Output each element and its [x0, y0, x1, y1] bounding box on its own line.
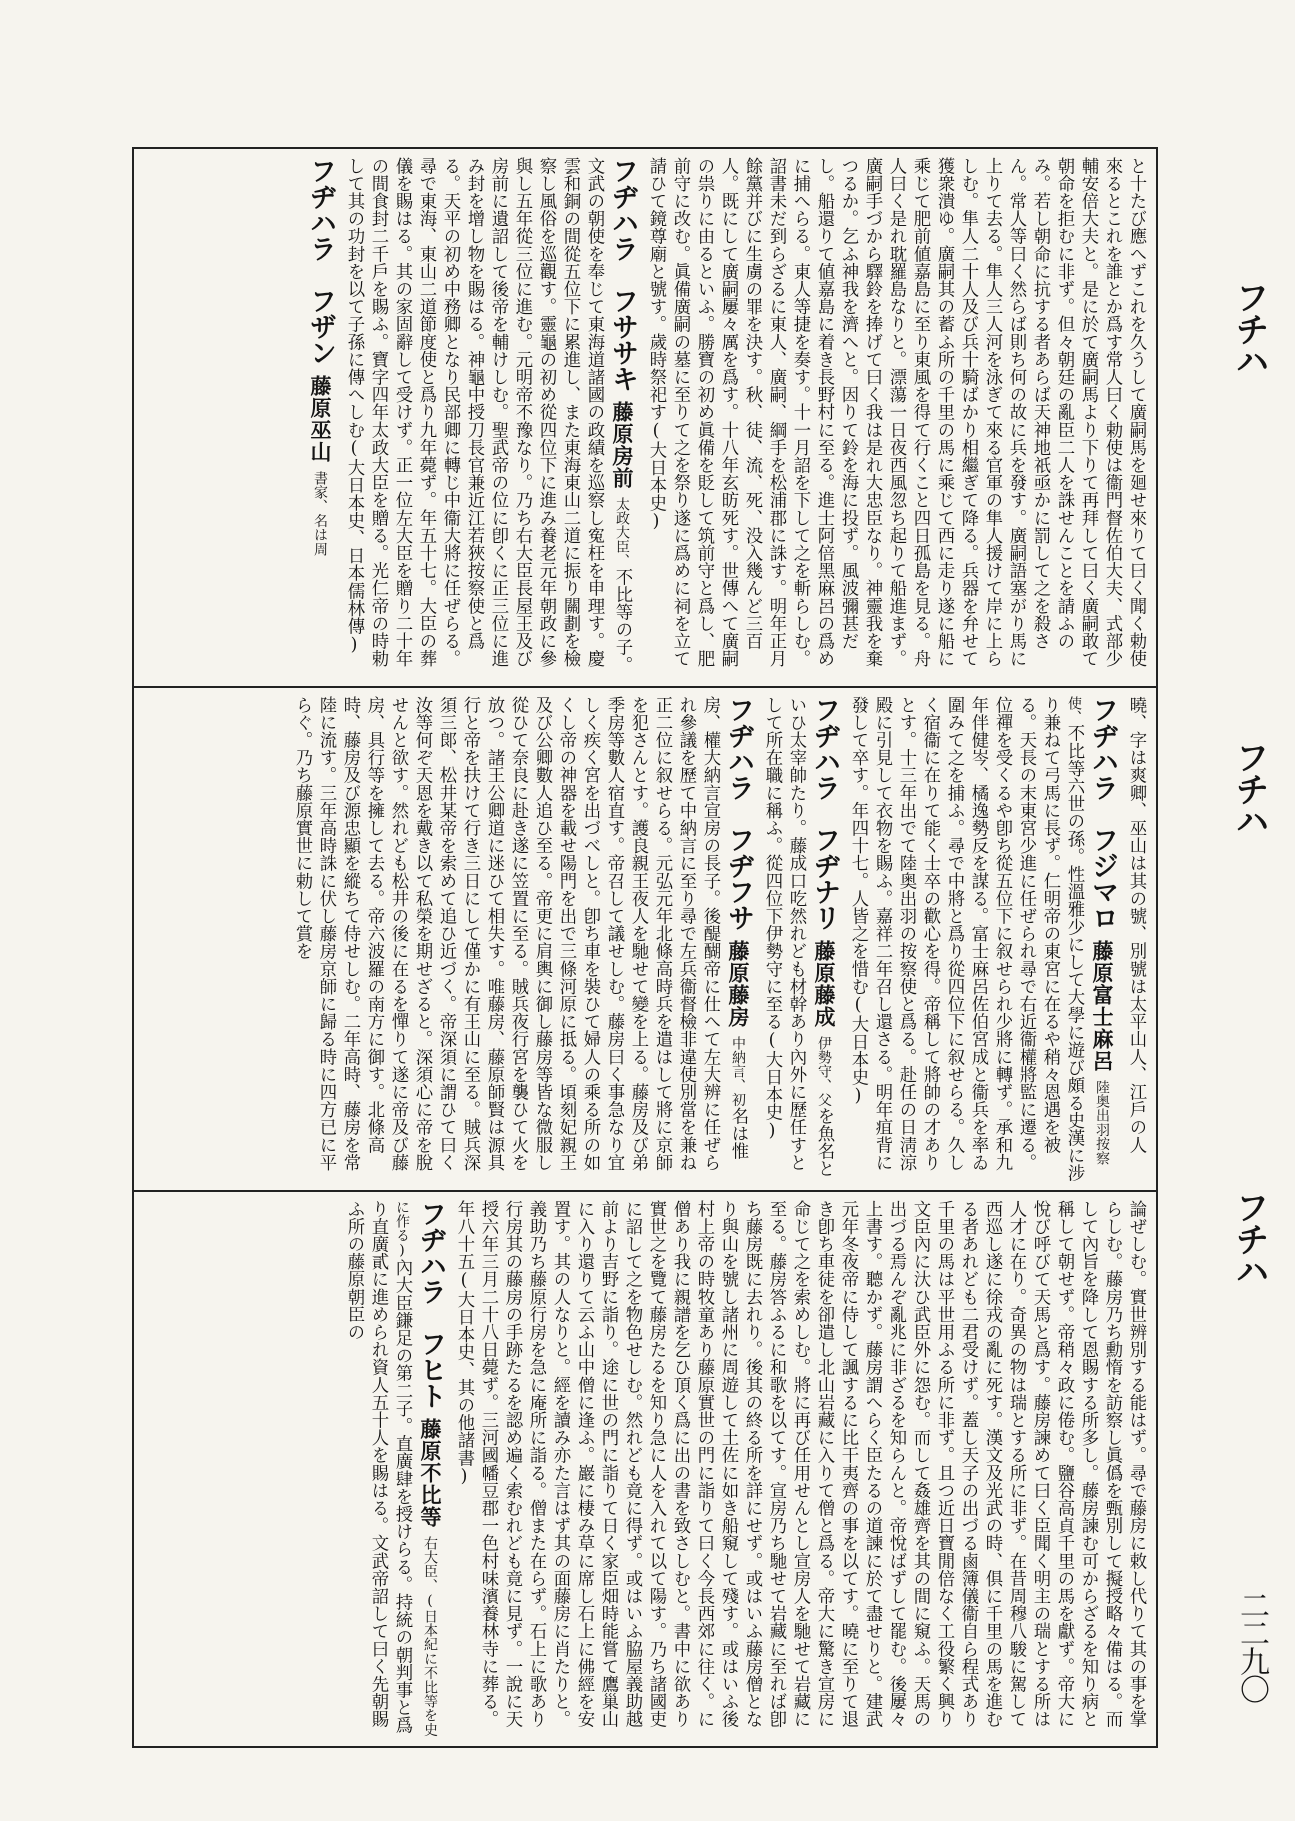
entry-fusasaki [342, 157, 638, 677]
entry-body: 名は惟房、權大納言宣房の長子。後醍醐帝に仕へて左大辨に任ぜられ參議を歷て中納言に至り尋で左兵衞督檢非違使別當を兼ね正二位に叙せらる。元弘元年北條高時兵を遣はして將に京師を犯さんとす。護良親王夜人を馳せて變を上る。藤房及び弟季房等數人宿直す。帝召して議せしむ。藤房曰く事急なり宜しく疾く宮を出づべしと。卽ち車を裝ひて婦人の乘る所の如くし帝の神器を載せ陽門を出で三條河原に抵る。頃刻妃親王及び公卿數人追ひ至る。帝更に肩輿に御し藤房等皆な微服し從ひて奈良に赴き遂に笠置に至る。賊兵夜行宮を襲ひて火を放つ。諸王公卿道に迷ひて相失す。唯藤房、藤原師賢は源具行と帝を扶けて行き三日にして僅かに有王山に至る。賊兵深須三郞、松井某帝を索めて追ひ近づく。帝深須に謂ひて曰く汝等何ぞ天恩を戴き以て私榮を期せざると。深須心に帝を脫せんと欲す。然れども松井の後に在るを憚りて遂に帝及び藤房、具行等を擁して去る。帝六波羅の南方に御す。北條高時、藤房及び源忠顯を縱ちて侍せしむ。二年高時、藤房を常陸に流す。三年高時誅に伏し藤房京師に歸る時に四方已に平らぐ。乃ち藤原實世に勅して賞を [292, 696, 748, 1172]
page-number: 二二九〇 [1234, 1590, 1269, 1702]
entry-heading: フヂハラ フヒト [415, 1200, 446, 1408]
entry-note: 右大臣、(日本紀に不比等を史に作る) [394, 1200, 438, 1737]
entry-heading: フヂハラ フザン [305, 157, 336, 365]
entry-continuation [452, 1200, 1148, 1740]
entry-body: 不比等の子。文武の朝使を奉じて東海道諸國の政績を巡察し寃枉を申理す。慶雲和銅の間從五位下に累進し、また東海東山二道に振り關劃を檢察し風俗を巡觀す。靈龜の初め從四位下に進み養老元年朝政に參與し五年從三位に進む。元明帝不豫なり。乃ち右大臣長屋王及び房前に遺詔して後帝を輔けしむ。聖武帝の位に卽くに正三位に進み封を增し物を賜はる。神龜中授刀長官兼近江若狹按察使と爲る。天平の初め中務卿となり民部卿に轉じ中衞大將に任ぜらる。尋で東海、東山二道節度使と爲り九年薨ず。年五十七。大臣の葬儀を賜はる。其の家固辭して受けず。正一位左大臣を贈り二十年の間食封二千戶を賜ふ。寶字四年太政大臣を贈る。光仁帝の時勅して其の功封を以て子孫に傳へしむ(大日本史、日本儒林傳) [344, 157, 632, 674]
entry-continuation [1124, 696, 1148, 1182]
text-block-top [140, 153, 1150, 681]
entry-name: 藤原藤房 [726, 940, 751, 1028]
entry-heading: フヂハラ フササキ [607, 157, 638, 391]
text-block-middle [140, 692, 1150, 1186]
entry-name: 藤原藤成 [812, 940, 837, 1028]
entry-body: 內大臣鎌足の第二子。直廣肆を授けらる。持統の朝判事と爲り直廣貳に進められ資人五十人を賜はる。文武帝詔して曰く先朝賜ふ所の藤原朝臣の [344, 1200, 412, 1735]
running-head: フチハ [1229, 1190, 1269, 1286]
page-frame [132, 147, 1158, 1748]
entry-fuhito [342, 1200, 446, 1740]
running-head: フチハ [1229, 280, 1269, 376]
entry-fuzan [304, 157, 336, 677]
entry-body: と十たび應へずこれを久うして廣嗣馬を廻せ來りて曰く聞く勅使來るとこれを誰とか爲す常人曰く勅使は衞門督佐伯大夫、式部少輔安倍大夫と。是に於て廣嗣馬より下りて再拜して曰く廣嗣敢て朝命を拒むに非ず。但々朝廷の亂臣二人を誅せんことを請ふのみ。若し朝命に抗する者あらば天神地祇亟かに罰して之を殺さん。常人等曰く然らば則ち何の故に兵を發す。廣嗣語塞がり馬に上りて去る。隼人三人河を泳ぎて來る官軍の隼人援けて岸に上らしむ。隼人二十人及び兵十騎ばかり相繼ぎて降る。兵器を弁せて獲衆潰ゆ。廣嗣其の蓄ふ所の千里の馬に乘じて西に走り遂に船に乘じて肥前値嘉島に至り東風を得て行くこと四日孤島を見る。舟人曰く是れ耽羅島なりと。漂蕩一日夜西風忽ち起りて船進まず。廣嗣手づから驛鈴を捧げて曰く我は是れ大忠臣なり。神靈我を棄つるか。乞ふ神我を濟へと。因りて鈴を海に投ず。風波彌甚だし。船還りて値嘉島に着き長野村に至る。進士阿倍黑麻呂の爲めに捕へらる。東人等捷を奏す。十一月詔を下して之を斬らしむ。詔書未だ到らざるに東人、廣嗣、綱手を松浦郡に誅す。明年正月餘黨并びに生虜の罪を決す。秋、徒、流、死、没入幾んど三百人。既にして廣嗣屢々厲を爲す。十八年玄昉死す。世傳へて廣嗣の祟りに由るといふ。勝寶の初め眞備を貶して筑前守と爲し、肥前守に改む。眞備廣嗣の墓に至りて之を祭り遂に爲めに祠を立て請ひて鏡尊廟と號す。歲時祭祀す(大日本史) [646, 157, 1146, 668]
entry-note: 書家、名は周 [312, 471, 328, 557]
entry-body: 不比等六世の孫。性溫雅少にして大學に遊び頗る史漢に涉り兼ねて弓馬に長ず。仁明帝の東宮に在るや稍々恩遇を被る。天長の末東宮少進に任ぜられ尋で右近衞權將監に遷る。位禪を受くるや卽ち從五位下に叙せられ少將に轉ず。承和九年伴健岑、橘逸勢反を謀る。富士麻呂佐伯宮成と衞兵を率ゐ圍みて之を捕ふ。尋で中將と爲り從四位下に叙せらる。久しく宿衞に在りて能く士卒の歡心を得。帝稱して將帥の才ありとす。十三年出でて陸奥出羽の按察使と爲る。赴任の日淸涼殿に引見して衣物を賜ふ。嘉祥二年召し還さる。明年疽背に發して卒す。年四十七。人皆之を惜む(大日本史) [848, 696, 1084, 1183]
entry-body: 論ぜしむ。實世辨別する能はず。尋で藤房に敕し代りて其の事を掌らしむ。藤房乃ち勳惰を訪察し眞僞を甄別して擬授略々備はる。而して內旨を降して恩賜する所多し。藤房諫む可からざるを知り病と稱して朝せず。帝稍々政に倦む。鹽谷高貞千里の馬を獻ず。帝大に悅び呼びて天馬と爲す。藤房諫めて曰く臣聞く明主の瑞とする所は人才に在り。奇異の物は瑞とする所に非ず。在昔周穆八駿に駕して西巡し遂に徐戎の亂に死す。漢文及光武の時、俱に千里の馬を進むる者あれども二君受けず。蓋し天子の出づる鹵簿儀衞自ら程式あり千里の馬は平世用ふる所に非ず。且つ近日寶閒倍なく工役繁く興り文臣內に汏ひ武臣外に怨む。而して姦雄齊を其の間に窺ふ。天馬の出づる焉んぞ亂兆に非ざるを知らんと。帝悅ばずして罷む。後屢々上書す。聽かず。藤房謂へらく臣たるの道諫に於て盡せりと。建武元年冬夜帝に侍して諷するに比干夷齊の事を以てす。曉に至りて退き卽ち車徒を卻遣し北山岩藏に入りて僧と爲る。帝大に驚き宣房に命じて之を索めしむ。將に再び任用せんとし宣房人を馳せて岩藏に至る。藤房答ふるに和歌を以てす。宣房乃ち馳せて岩藏に至れば卽ち藤房既に去れり。後其の終る所を詳にせず。或はいふ藤房僧となり與山を號し諸州に周遊して土佐に如き船窺して殘す。或はいふ後村上帝の時牧童あり藤原實世の門に詣りて曰く今長西郊に往く。に僧あり我に親譜を乞ひ頂く爲に出の書を致さしむと。書中に欲あり實世之を覽て藤房たるを知り急に人を入れて以て陽す。乃ち諸國吏に詔して之を物色せしむ。然れども竟に得ず。或はいふ脇屋義助越前より吉野に詣り。途に世の門に詣りて日く家臣畑時能嘗て鷹巢山に入り還りて云ふ山中僧に逢ふ。巖に棲み草に席し石上に佛經を安置す。其の人なりと。經を讀み亦た言はず其の面藤房に肖たりと。義助乃ち藤原行房を急に庵所に詣る。僧また在らず。石上に歌あり行房其の藤房の手跡たるを認め遍く索むれども竟に見ず。一說に天授六年三月二十八日薨ず。三河國幡豆郡一色村味濱養林寺に葬る。年八十五(大日本史、其の他諸書) [454, 1200, 1146, 1728]
entry-note: 伊勢守、父 [816, 1036, 832, 1107]
entry-name: 藤原富士麻呂 [1090, 940, 1115, 1072]
row-divider [134, 686, 1156, 688]
entry-note: 太政大臣、 [614, 497, 630, 568]
entry-continuation [644, 157, 1148, 677]
entry-fujifusa [290, 696, 754, 1182]
entry-note: 中納言、初 [730, 1036, 746, 1107]
text-block-bottom [140, 1196, 1150, 1744]
entry-body: 曉、字は爽卿、巫山は其の號、別號は太平山人、江戶の人 [1126, 696, 1146, 1154]
entry-name: 藤原不比等 [418, 1418, 443, 1528]
entry-heading: フヂハラ フヂナリ [809, 696, 840, 930]
entry-note: 陸奥出羽按察使、 [1066, 696, 1110, 1166]
entry-name: 藤原房前 [610, 401, 635, 489]
entry-body: を魚名といひ太宰帥たり。藤成口吃然れども材幹あり內外に歷任すとして所在職に稱ふ。從四位下伊勢守に至る(大日本史) [762, 696, 834, 1178]
entry-heading: フヂハラ フヂフサ [723, 696, 754, 930]
entry-name: 藤原巫山 [308, 375, 333, 463]
running-head: フチハ [1229, 740, 1269, 836]
entry-fujinari [760, 696, 840, 1182]
entry-fujimaro [846, 696, 1118, 1182]
row-divider [134, 1190, 1156, 1192]
entry-heading: フヂハラ フジマロ [1087, 696, 1118, 930]
